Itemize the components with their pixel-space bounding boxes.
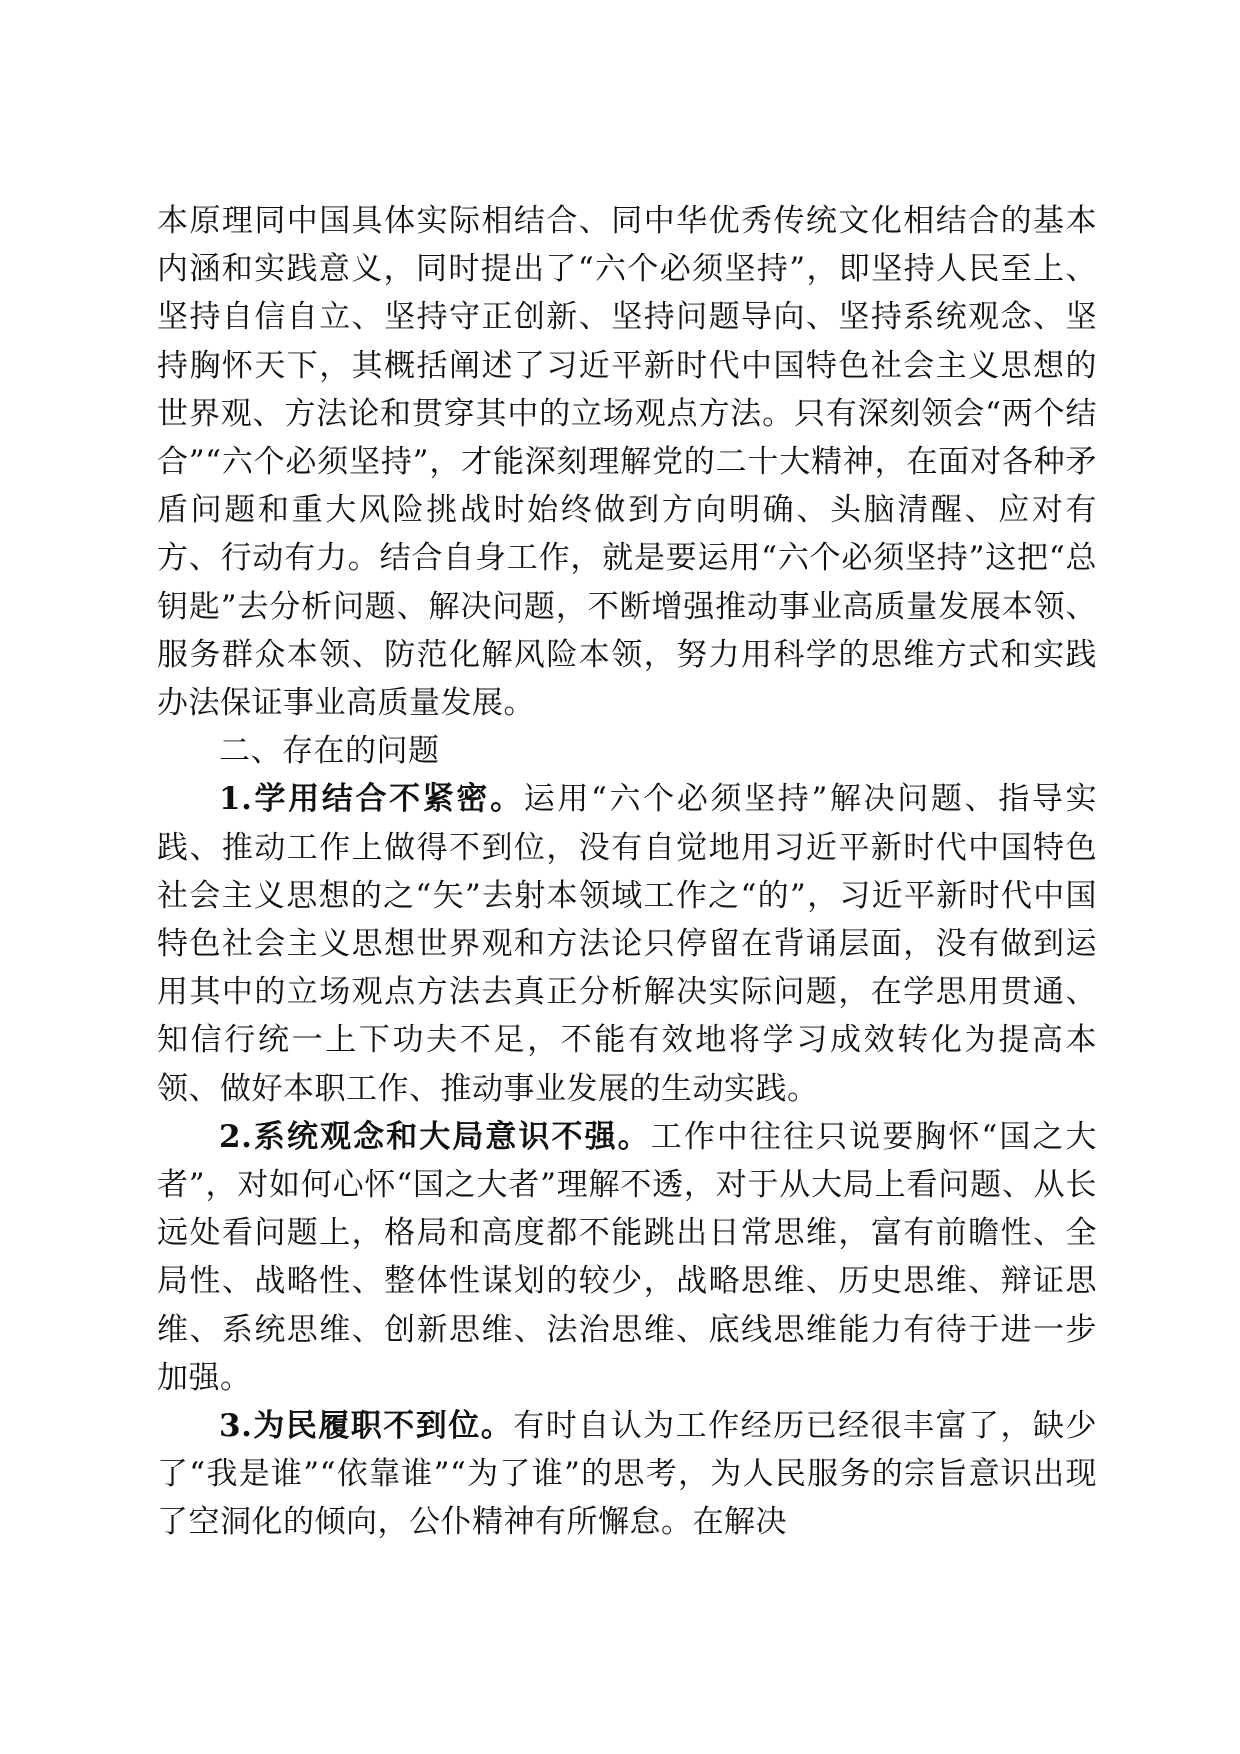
- problem-item-1-body: 运用“六个必须坚持”解决问题、指导实践、推动工作上做得不到位，没有自觉地用习近平新时代中国特色社会主义思想的之“矢”去射本领域工作之“的”，习近平新时代中国特色社会主义思想世界观和方法论只停留在背诵层面，没有做到运用其中的立场观点方法去真正分析解决实际问题，在学思用贯通、知信行统一上下功夫不足，不能有效地将学习成效转化为提高本领、做好本职工作、推动事业发展的生动实践。: [157, 781, 1097, 1107]
- problem-item-2-body: 工作中往往只说要胸怀“国之大者”，对如何心怀“国之大者”理解不透，对于从大局上看问题、从长远处看问题上，格局和高度都不能跳出日常思维，富有前瞻性、全局性、战略性、整体性谋划的较少，战略思维、历史思维、辩证思维、系统思维、创新思维、法治思维、底线思维能力有待于进一步加强。: [157, 1118, 1097, 1396]
- document-body: [157, 197, 1097, 1547]
- problem-item-1: [157, 775, 1097, 1112]
- heading-text: 二、存在的问题: [219, 733, 440, 770]
- section-heading-problems: [157, 727, 1097, 775]
- problem-item-3: [157, 1402, 1097, 1547]
- paragraph-text: 本原理同中国具体实际相结合、同中华优秀传统文化相结合的基本内涵和实践意义，同时提出了“六个必须坚持”，即坚持人民至上、坚持自信自立、坚持守正创新、坚持问题导向、坚持系统观念、坚持胸怀天下，其概括阐述了习近平新时代中国特色社会主义思想的世界观、方法论和贯穿其中的立场观点方法。只有深刻领会“两个结合”“六个必须坚持”，才能深刻理解党的二十大精神，在面对各种矛盾问题和重大风险挑战时始终做到方向明确、头脑清醒、应对有方、行动有力。结合自身工作，就是要运用“六个必须坚持”这把“总钥匙”去分析问题、解决问题，不断增强推动事业高质量发展本领、服务群众本领、防范化解风险本领，努力用科学的思维方式和实践办法保证事业高质量发展。: [157, 203, 1097, 722]
- problem-item-2: [157, 1113, 1097, 1402]
- problem-item-3-body: 有时自认为工作经历已经很丰富了，缺少了“我是谁”“依靠谁”“为了谁”的思考，为人民服务的宗旨意识出现了空洞化的倾向，公仆精神有所懈怠。在解决: [157, 1408, 1097, 1541]
- paragraph-continuation: [157, 197, 1097, 727]
- problem-item-3-title: 3.为民履职不到位。: [219, 1408, 514, 1445]
- problem-item-2-title: 2.系统观念和大局意识不强。: [219, 1118, 651, 1155]
- problem-item-1-title: 1.学用结合不紧密。: [219, 781, 524, 818]
